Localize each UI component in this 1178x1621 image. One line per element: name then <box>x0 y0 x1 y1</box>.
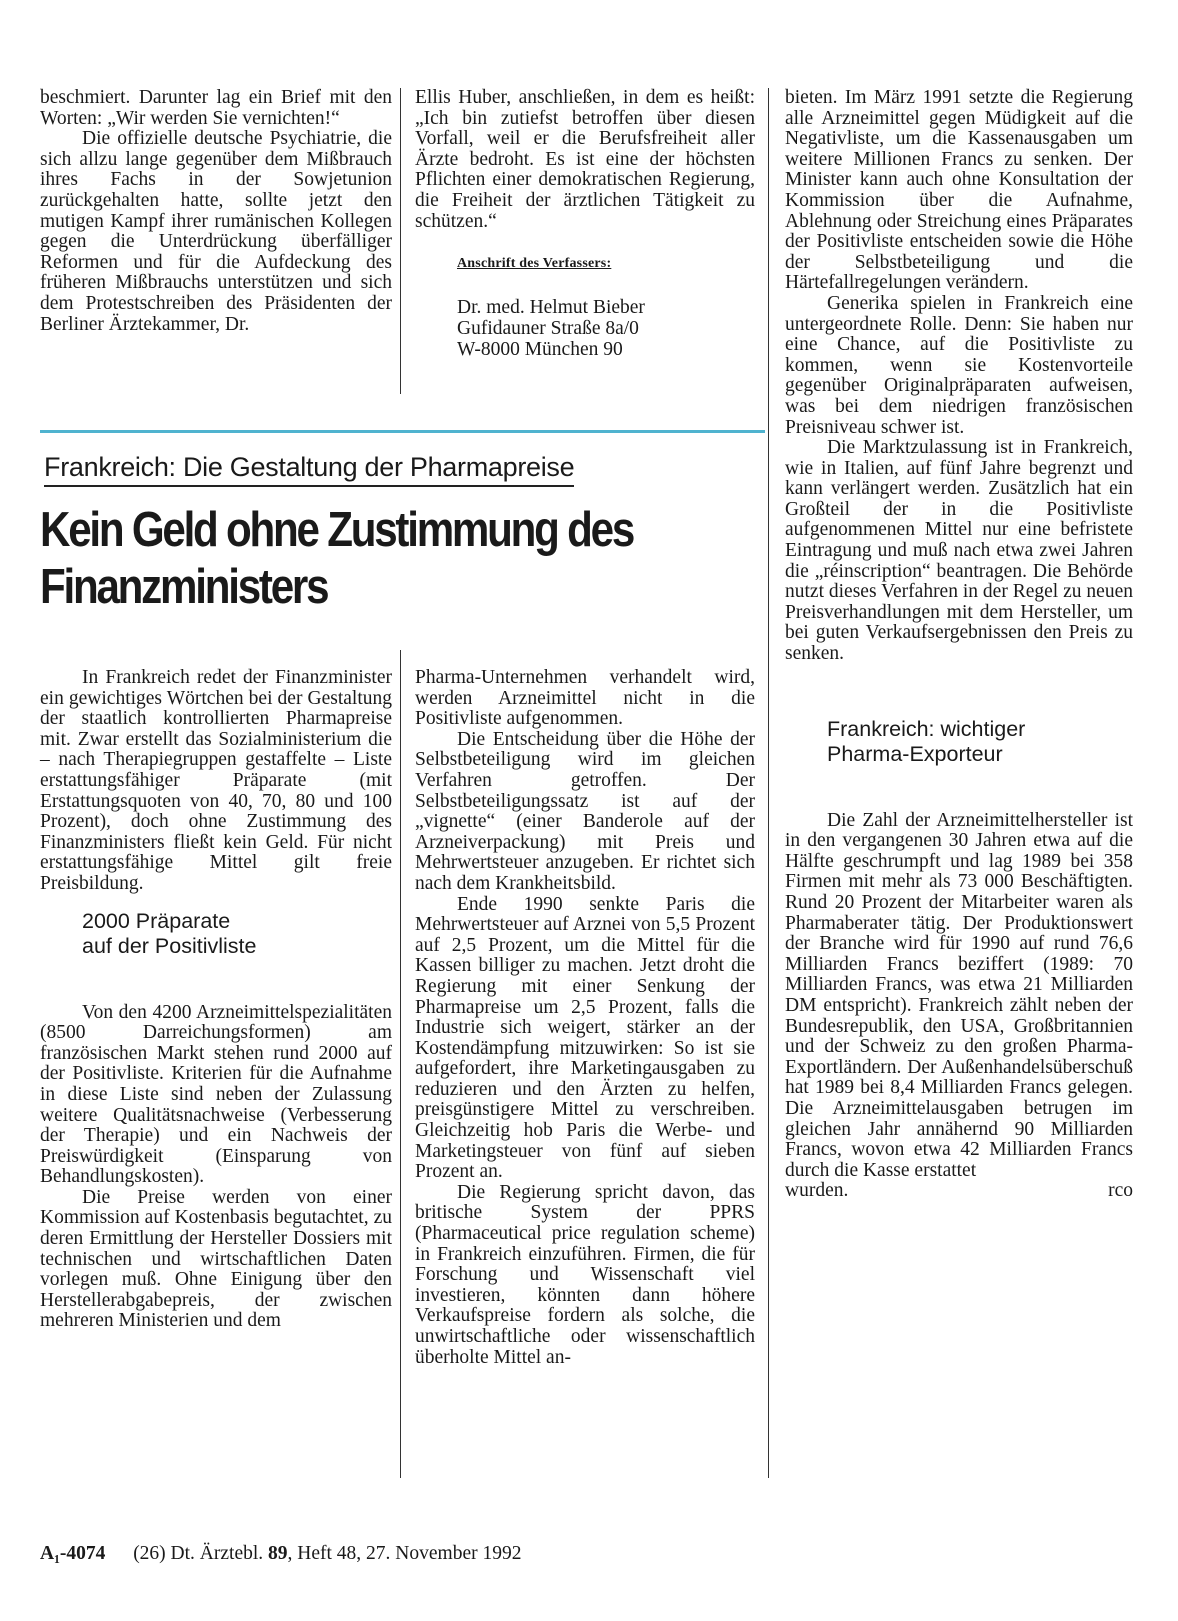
prev-article-column-2 <box>415 88 755 360</box>
article-column-1 <box>40 668 392 1332</box>
subheading-line: 2000 Präparate <box>82 908 231 933</box>
article-signoff <box>785 1181 1133 1202</box>
column-divider <box>768 650 769 1478</box>
address-line: Gufidauner Straße 8a/0 <box>457 317 639 339</box>
paragraph: Die Entscheidung über die Höhe der Selbstbeteiligung wird im gleichen Verfahren getroffen. Der Selbstbeteiligungssatz ist auf der „vignette“ (einer Banderole auf der Arzneiverpackung) mit Preis und Mehrwertsteuer anzugeben. Er richtet sich nach dem Krankheitsbild. <box>415 728 755 894</box>
paragraph: bieten. Im März 1991 setzte die Regierung alle Arzneimittel gegen Müdigkeit auf die Negativliste, um die Kassenausgaben um weitere Millionen Francs zu senken. Der Minister kann auch ohne Konsultation der Kommission über die Aufnahme, Ablehnung oder Streichung eines Präparates der Positivliste entscheiden sowie die Höhe der Selbstbeteiligung und die Härtefallregelungen verändern. <box>785 87 1133 294</box>
subheading-line: auf der Positivliste <box>82 933 257 958</box>
paragraph: Ende 1990 senkte Paris die Mehrwertsteuer auf Arznei von 5,5 Prozent auf 2,5 Prozent, um die Mittel für die Kassen billiger zu machen. Jetzt droht die Regierung mit einer Senkung der Pharmapreise um 2,5 Prozent, falls die Industrie sich weigert, stärker an der Kostendämpfung mitzuwirken: So ist sie aufgefordert, ihre Marketingausgaben zu reduzieren und den Ärzten zu helfen, preisgünstigere Mittel zu verschreiben. Gleichzeitig hob Paris die Werbe- und Marketingsteuer von fünf auf sieben Prozent an. <box>415 893 755 1183</box>
article-headline: Kein Geld ohne Zustimmung des Finanzministers <box>40 503 634 614</box>
prev-article-column-1 <box>40 88 392 335</box>
paragraph: Ellis Huber, anschließen, in dem es heißt: „Ich bin zutiefst betroffen über diesen Vorfall, weil er die Berufsfreiheit aller Ärzte bedroht. Es ist eine der höchsten Pflichten einer demokratischen Regierung, die Freiheit der ärztlichen Tätigkeit zu schützen.“ <box>415 87 755 232</box>
citation-suffix: , Heft 48, 27. November 1992 <box>287 1543 522 1564</box>
article-text <box>785 88 1133 665</box>
paragraph: Von den 4200 Arzneimittelspezialitäten (8500 Darreichungsformen) am französischen Markt stehen rund 2000 auf der Positivliste. Kriterien für die Aufnahme in diese Liste sind neben der Zulassung weitere Qualitätsnachweise (Verbesserung der Therapie) und ein Nachweis der Preiswürdigkeit (Einsparung von Behandlungskosten). <box>40 1001 392 1188</box>
paragraph: beschmiert. Darunter lag ein Brief mit den Worten: „Wir werden Sie vernichten!“ <box>40 87 392 129</box>
page-code: A₁-4074 <box>40 1543 106 1564</box>
article-kicker: Frankreich: Die Gestaltung der Pharmapreise <box>44 452 574 487</box>
paragraph: Pharma-Unternehmen verhandelt wird, werden Arzneimittel nicht in die Positivliste aufgenommen. <box>415 667 755 730</box>
article-intro <box>40 668 392 895</box>
author-address <box>457 297 755 360</box>
article-text <box>785 811 1133 1182</box>
paragraph: Die Marktzulassung ist in Frankreich, wie in Italien, auf fünf Jahre begrenzt und kann verlängert werden. Zusätzlich hat ein Großteil der in die Positivliste aufgenommenen Mittel nur eine befristete Eintragung und muß nach etwa zwei Jahren die „réinscription“ beantragen. Die Behörde nutzt dieses Verfahren in der Regel zu neuen Preisverhandlungen mit dem Hersteller, um bei guten Verkaufsergebnissen den Preis zu senken. <box>785 437 1133 665</box>
subheading-pharma-exporteur <box>827 717 1133 767</box>
author-initials: rco <box>1108 1180 1133 1202</box>
paragraph: Die Regierung spricht davon, das britische System der PPRS (Pharmaceutical price regulation scheme) in Frankreich einzuführen. Firmen, die für Forschung und Wissenschaft viel investieren, könnten dann höhere Verkaufspreise fordern als solche, die unwirtschaftliche oder wissenschaftlich überholte Mittel an- <box>415 1181 755 1368</box>
paragraph: Generika spielen in Frankreich eine untergeordnete Rolle. Denn: Sie haben nur eine Chance, auf die Positivliste zu kommen, wenn sie Kostenvorteile gegenüber Originalpräparaten aufweisen, was bei dem niedrigen französischen Preisniveau schwer ist. <box>785 292 1133 438</box>
citation-prefix: (26) Dt. Ärztebl. <box>133 1543 269 1564</box>
address-line: Dr. med. Helmut Bieber <box>457 296 645 318</box>
address-label: Anschrift des Verfassers: <box>457 256 612 272</box>
paragraph: In Frankreich redet der Finanzminister ein gewichtiges Wörtchen bei der Gestaltung der staatlich kontrollierten Pharmapreise mit. Zwar erstellt das Sozialministerium die – nach Therapiegruppen gestaffelte – Liste erstattungsfähiger Präparate (mit Erstattungsquoten von 40, 70, 80 und 100 Prozent), doch ohne Zustimmung des Finanzministers fließt kein Geld. Für nicht erstattungsfähige Mittel gilt freie Preisbildung. <box>40 667 392 894</box>
volume-number: 89 <box>268 1543 288 1564</box>
column-divider <box>400 650 401 1478</box>
page-footer <box>40 1543 521 1565</box>
paragraph: Die Zahl der Arzneimittelhersteller ist in den vergangenen 30 Jahren etwa auf die Hälfte geschrumpft und lag 1989 bei 358 Firmen mit mehr als 73 000 Beschäftigten. Rund 20 Prozent der Mitarbeiter waren als Pharmaberater tätig. Der Produktionswert der Branche wird für 1990 auf rund 76,6 Milliarden Francs beziffert (1989: 70 Milliarden Francs, was etwa 21 Milliarden DM entspricht). Frankreich zählt neben der Bundesrepublik, den USA, Großbritannien und der Schweiz zu den großen Pharma-Exportländern. Der Außenhandelsüberschuß hat 1989 bei 8,4 Milliarden Francs gelegen. Die Arzneimittelausgaben betrugen im gleichen Jahr annähernd 90 Milliarden Francs, wovon etwa 42 Milliarden Francs durch die Kasse erstattet <box>785 809 1133 1181</box>
subheading-positivliste <box>82 909 392 959</box>
article-column-3 <box>785 88 1133 1202</box>
subheading-line: Frankreich: wichtiger <box>827 716 1026 741</box>
paragraph: Die Preise werden von einer Kommission auf Kostenbasis begutachtet, zu deren Ermittlung der Hersteller Dossiers mit technischen und wirtschaftlichen Daten vorlegen muß. Ohne Einigung über den Herstellerabgabepreis, der zwischen mehreren Ministerien und dem <box>40 1186 392 1332</box>
closing-word: wurden. <box>785 1180 849 1202</box>
subheading-line: Pharma-Exporteur <box>827 741 1003 766</box>
column-divider <box>400 88 401 394</box>
prev-article-text <box>415 88 755 232</box>
address-line: W-8000 München 90 <box>457 338 623 360</box>
article-text <box>40 1003 392 1333</box>
article-column-2 <box>415 668 755 1368</box>
paragraph: Die offizielle deutsche Psychiatrie, die sich allzu lange gegenüber dem Mißbrauch ihres Fachs in der Sowjetunion zurückgehalten hatte, sollte jetzt den mutigen Kampf ihrer rumänischen Kollegen gegen die Unterdrückung überfälliger Reformen und für die Aufdeckung des früheren Mißbrauchs unterstützen und sich dem Protestschreiben des Präsidenten der Berliner Ärztekammer, Dr. <box>40 128 392 335</box>
section-separator-rule <box>40 430 765 433</box>
